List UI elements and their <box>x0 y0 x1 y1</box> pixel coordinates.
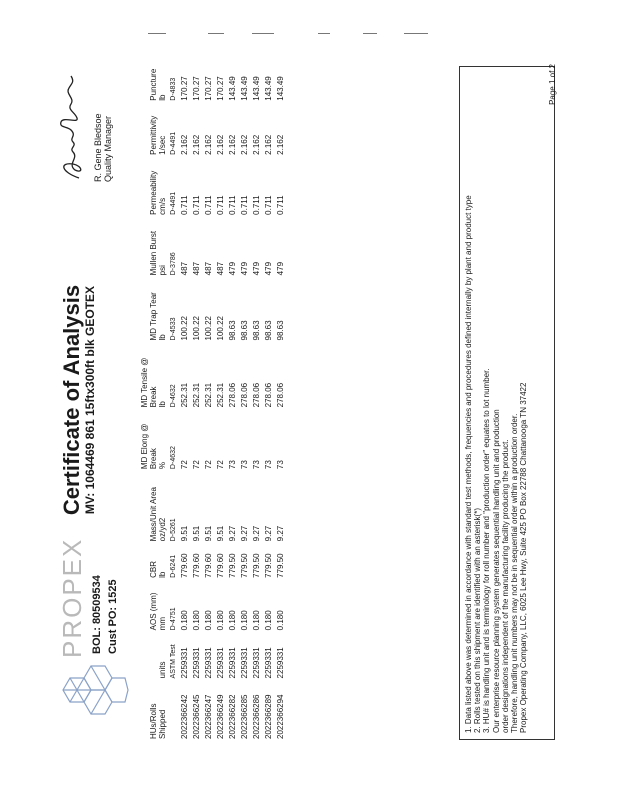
table-header-row <box>139 58 169 742</box>
table-cell: 2259331 <box>276 647 286 679</box>
table-cell: 252.31 <box>204 382 214 408</box>
table-row <box>191 58 203 742</box>
table-cell: 9.27 <box>276 525 286 542</box>
table-row <box>215 58 227 742</box>
footer-note-line: order designations independent of the manufacturing facility producing the product. <box>500 439 510 733</box>
column-header <box>139 158 169 218</box>
table-cell: 73 <box>228 460 238 470</box>
table-cell: 278.06 <box>240 382 250 408</box>
column-header <box>139 410 169 472</box>
table-cell: 2.162 <box>276 134 286 155</box>
column-header-line: lb <box>158 571 168 578</box>
column-header <box>139 544 169 581</box>
column-header <box>139 218 169 279</box>
test-method-cell: D-4533 <box>169 317 177 341</box>
table-cell: 2259331 <box>204 647 214 679</box>
table-cell: 100.22 <box>204 316 214 341</box>
table-cell: 0.711 <box>192 195 202 215</box>
customer-po: Cust PO: 1525 <box>107 579 119 654</box>
signature-icon <box>53 72 89 182</box>
table-cell: 0.180 <box>264 610 274 631</box>
test-method-cell: D-4833 <box>169 77 177 101</box>
table-cell: 0.180 <box>216 610 226 631</box>
table-cell: 2259331 <box>252 647 262 679</box>
table-cell: 779.50 <box>264 553 274 578</box>
footer-notes <box>459 66 555 740</box>
test-method-cell: D-4491 <box>169 131 177 155</box>
table-cell: 170.27 <box>216 76 226 101</box>
table-cell: 0.711 <box>276 195 286 215</box>
table-cell: 0.711 <box>204 195 214 215</box>
table-cell: 0.180 <box>228 610 238 631</box>
column-header-line: units <box>158 661 168 679</box>
table-cell: 73 <box>252 460 262 470</box>
table-body <box>169 58 288 742</box>
table-cell: 9.27 <box>252 525 262 542</box>
column-header-line: Shipped <box>158 709 168 739</box>
table-cell: 143.49 <box>228 76 238 101</box>
table-cell: 278.06 <box>228 382 238 408</box>
column-header-line: psi <box>158 265 168 276</box>
column-header <box>139 343 169 410</box>
table-cell: 72 <box>204 460 214 470</box>
column-header-line: Puncture <box>149 68 159 101</box>
column-header <box>139 58 169 104</box>
test-method-cell <box>169 681 180 742</box>
table-cell: 143.49 <box>240 76 250 101</box>
column-header-line: lb <box>158 94 168 101</box>
test-method-cell: D-5261 <box>169 518 177 542</box>
table-cell: 278.06 <box>276 382 286 408</box>
test-method-cell: D-4632 <box>169 446 177 470</box>
table-cell: 0.711 <box>240 195 250 215</box>
table-row <box>227 58 239 742</box>
table-cell: 98.63 <box>276 320 286 341</box>
table-cell: 0.711 <box>216 195 226 215</box>
column-header <box>139 681 169 742</box>
column-header-line: HUs/Rolls <box>149 703 159 739</box>
table-cell: 2259331 <box>264 647 274 679</box>
table-cell: 0.180 <box>252 610 262 631</box>
logo-wordmark: PROPEX <box>57 537 87 658</box>
table-cell: 2259331 <box>192 647 202 679</box>
table-cell: 0.711 <box>180 195 190 215</box>
table-cell: 2.162 <box>216 134 226 155</box>
table-cell: 252.31 <box>192 382 202 408</box>
column-header-line: Permittivity <box>149 115 159 155</box>
document-subtitle: MV: 1064469 861 15ftx300ft blk GEOTEX <box>83 285 97 515</box>
table-cell: 100.22 <box>192 316 202 341</box>
table-cell: 487 <box>204 261 214 276</box>
column-header-line: AOS (mm) <box>149 592 159 631</box>
table-cell: 0.180 <box>180 610 190 631</box>
column-header-line: oz/yd2 <box>158 517 168 542</box>
table-cell: 2259331 <box>216 647 226 679</box>
table-row <box>275 58 287 742</box>
table-cell: 72 <box>180 460 190 470</box>
table-cell: 779.50 <box>276 553 286 578</box>
document-title: Certificate of Analysis <box>59 284 84 516</box>
table-cell: 779.50 <box>228 553 238 578</box>
column-header-line: Mass/Unit Area <box>149 487 159 542</box>
table-cell: 252.31 <box>180 382 190 408</box>
table-cell: 73 <box>264 460 274 470</box>
table-cell: 0.180 <box>276 610 286 631</box>
table-cell: 98.63 <box>240 320 250 341</box>
page-number: Page 1 of 2 <box>548 64 557 105</box>
table-cell: 2.162 <box>180 134 190 155</box>
table-cell: 170.27 <box>180 76 190 101</box>
column-header-line: lb <box>158 401 168 408</box>
table-cell: 479 <box>240 261 250 276</box>
table-cell: 2022366247 <box>204 694 214 739</box>
table-cell: 143.49 <box>264 76 274 101</box>
table-cell: 2.162 <box>252 134 262 155</box>
table-cell: 9.27 <box>264 525 274 542</box>
signer-title: Quality Manager <box>103 115 113 182</box>
table-cell: 779.60 <box>216 553 226 578</box>
table-cell: 252.31 <box>216 382 226 408</box>
table-cell: 2022366249 <box>216 694 226 739</box>
table-cell: 73 <box>240 460 250 470</box>
table-cell: 170.27 <box>192 76 202 101</box>
table-cell: 100.22 <box>216 316 226 341</box>
table-cell: 2.162 <box>192 134 202 155</box>
column-header-line: Break <box>149 448 159 470</box>
table-cell: 479 <box>276 261 286 276</box>
table-cell: 0.180 <box>204 610 214 631</box>
column-header-line: % <box>158 461 168 470</box>
table-cell: 2.162 <box>228 134 238 155</box>
table-cell: 0.180 <box>240 610 250 631</box>
table-row <box>251 58 263 742</box>
table-cell: 2022366242 <box>180 694 190 739</box>
table-cell: 9.51 <box>204 525 214 542</box>
table-cell: 278.06 <box>264 382 274 408</box>
table-cell: 72 <box>216 460 226 470</box>
table-cell: 487 <box>180 261 190 276</box>
footer-note-line: 1. Data listed above was determined in accordance with standard test methods, frequencies and procedures defined internally by plant and product type <box>464 195 473 733</box>
table-cell: 779.60 <box>204 553 214 578</box>
footer-note-line: Our enterprise resource planning system generates sequential handling unit and production <box>491 409 501 733</box>
table-cell: 0.180 <box>192 610 202 631</box>
table-cell: 0.711 <box>228 195 238 215</box>
column-header-line: MD Elong @ <box>140 423 149 470</box>
scan-marks <box>0 0 618 40</box>
table-cell: 98.63 <box>264 320 274 341</box>
test-method-cell: D-3786 <box>169 252 177 276</box>
test-method-cell: ASTM Test <box>169 644 177 679</box>
column-header-line: Break <box>149 386 159 408</box>
table-row <box>263 58 275 742</box>
column-header <box>139 633 169 681</box>
table-cell: 2.162 <box>240 134 250 155</box>
table-cell: 2259331 <box>180 647 190 679</box>
table-cell: 72 <box>192 460 202 470</box>
table-cell: 479 <box>264 261 274 276</box>
table-cell: 9.27 <box>228 525 238 542</box>
table-cell: 479 <box>228 261 238 276</box>
table-cell: 0.711 <box>252 195 262 215</box>
table-cell: 779.50 <box>252 553 262 578</box>
table-cell: 143.49 <box>252 76 262 101</box>
footer-note-line: Therefore, handling unit numbers may not be in sequential order within a production order. <box>509 413 519 733</box>
footer-note-line: 3. HU# is handling unit and is terminology for roll number and "production order" equates to lot number. <box>482 368 492 733</box>
table-cell: 9.51 <box>192 525 202 542</box>
column-header-line: MD Tensile @ <box>140 357 149 408</box>
column-header-line: MD Trap Tear <box>149 292 159 341</box>
table-cell: 9.51 <box>180 525 190 542</box>
table-row <box>179 58 191 742</box>
column-header-line: 1/sec <box>158 135 168 155</box>
signer-name: R. Gene Bledsoe <box>93 113 103 182</box>
table-cell: 2.162 <box>204 134 214 155</box>
column-header-line: mm <box>158 617 168 631</box>
table-cell: 2022366282 <box>228 694 238 739</box>
column-header-line: lb <box>158 334 168 341</box>
table-cell: 9.51 <box>216 525 226 542</box>
table-cell: 100.22 <box>180 316 190 341</box>
table-row <box>203 58 215 742</box>
test-method-cell: D-6241 <box>169 554 177 578</box>
table-cell: 479 <box>252 261 262 276</box>
column-header-line: Permeability <box>149 170 159 215</box>
table-cell: 73 <box>276 460 286 470</box>
table-cell: 2.162 <box>264 134 274 155</box>
analysis-table <box>139 58 287 742</box>
table-cell: 170.27 <box>204 76 214 101</box>
table-cell: 2259331 <box>228 647 238 679</box>
table-cell: 2022366245 <box>192 694 202 739</box>
column-header <box>139 581 169 634</box>
table-cell: 779.50 <box>240 553 250 578</box>
table-cell: 2022366286 <box>252 694 262 739</box>
table-cell: 779.60 <box>180 553 190 578</box>
column-header-line: CBR <box>149 560 159 578</box>
table-cell: 487 <box>192 261 202 276</box>
column-header <box>139 104 169 158</box>
test-method-cell: D-4751 <box>169 607 177 631</box>
table-cell: 9.27 <box>240 525 250 542</box>
table-cell: 0.711 <box>264 195 274 215</box>
bol-number: BOL: 80509534 <box>91 575 103 654</box>
table-cell: 2022366289 <box>264 694 274 739</box>
test-method-cell: D-4491 <box>169 191 177 215</box>
table-cell: 143.49 <box>276 76 286 101</box>
table-row <box>239 58 251 742</box>
column-header-line: cm/s <box>158 197 168 215</box>
footer-note-line: 2. Rolls tested on this shipment are identified with an asterisk(*) <box>473 508 483 733</box>
table-cell: 2259331 <box>240 647 250 679</box>
table-cell: 98.63 <box>228 320 238 341</box>
table-cell: 278.06 <box>252 382 262 408</box>
table-cell: 779.60 <box>192 553 202 578</box>
column-header <box>139 472 169 544</box>
table-cell: 98.63 <box>252 320 262 341</box>
table-cell: 487 <box>216 261 226 276</box>
column-header <box>139 278 169 343</box>
test-method-row <box>169 58 180 742</box>
table-cell: 2022366285 <box>240 694 250 739</box>
column-header-line: Mullen Burst <box>149 230 159 276</box>
footer-note-line: Propex Operating Company, LLC, 6025 Lee Hwy, Suite 425 PO Box 22788 Chattanooga TN 37422 <box>519 382 529 733</box>
certificate-sheet <box>39 50 579 750</box>
table-cell: 2022366294 <box>276 694 286 739</box>
test-method-cell: D-4632 <box>169 384 177 408</box>
